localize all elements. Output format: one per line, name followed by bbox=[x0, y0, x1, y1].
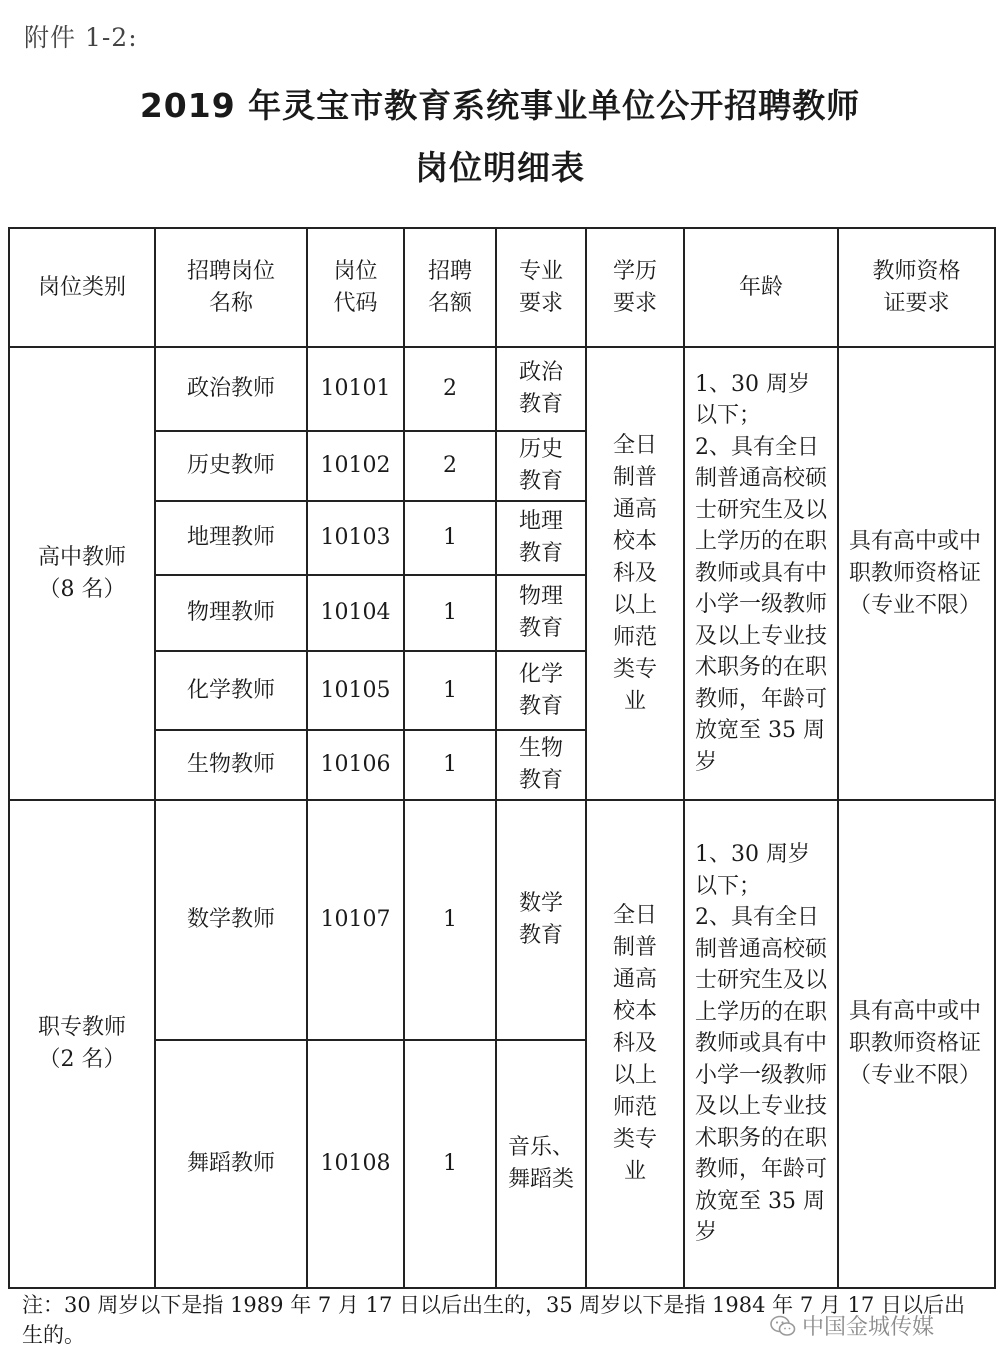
age-cell: 1、30 周岁以下； 2、具有全日制普通高校硕士研究生及以上学历的在职教师或具有中小学一级教师及以上专业技术职务的在职教师，年龄可放宽至 35 周岁 bbox=[684, 800, 838, 1288]
major-cell: 地理教育 bbox=[496, 501, 586, 575]
document-title: 2019 年灵宝市教育系统事业单位公开招聘教师 bbox=[139, 86, 861, 125]
quota-cell: 2 bbox=[404, 431, 496, 501]
position-name-cell: 数学教师 bbox=[155, 800, 307, 1040]
position-name-cell: 舞蹈教师 bbox=[155, 1040, 307, 1288]
education-cell: 全日制普通高校本科及以上师范类专业 bbox=[586, 800, 684, 1288]
position-name-cell: 历史教师 bbox=[155, 431, 307, 501]
wechat-icon bbox=[770, 1315, 796, 1337]
position-name-cell: 地理教师 bbox=[155, 501, 307, 575]
category-cell: 职专教师（2 名） bbox=[9, 800, 155, 1288]
code-cell: 10106 bbox=[307, 730, 404, 800]
quota-cell: 1 bbox=[404, 651, 496, 730]
certificate-cell: 具有高中或中职教师资格证（专业不限） bbox=[838, 347, 995, 800]
position-name-cell: 生物教师 bbox=[155, 730, 307, 800]
major-cell: 生物教育 bbox=[496, 730, 586, 800]
education-cell: 全日制普通高校本科及以上师范类专业 bbox=[586, 347, 684, 800]
category-cell: 高中教师（8 名） bbox=[9, 347, 155, 800]
watermark bbox=[770, 1310, 934, 1341]
position-name-cell: 政治教师 bbox=[155, 347, 307, 431]
major-cell: 物理教育 bbox=[496, 575, 586, 651]
header-position-name: 招聘岗位名称 bbox=[155, 228, 307, 347]
header-code: 岗位代码 bbox=[307, 228, 404, 347]
code-cell: 10107 bbox=[307, 800, 404, 1040]
major-cell: 历史教育 bbox=[496, 431, 586, 501]
watermark-text: 中国金城传媒 bbox=[802, 1315, 935, 1340]
major-cell: 政治教育 bbox=[496, 347, 586, 431]
code-cell: 10105 bbox=[307, 651, 404, 730]
major-cell: 数学教育 bbox=[496, 800, 586, 1040]
header-major: 专业要求 bbox=[496, 228, 586, 347]
code-cell: 10108 bbox=[307, 1040, 404, 1288]
major-cell: 化学教育 bbox=[496, 651, 586, 730]
header-age: 年龄 bbox=[684, 228, 838, 347]
age-cell: 1、30 周岁以下； 2、具有全日制普通高校硕士研究生及以上学历的在职教师或具有中小学一级教师及以上专业技术职务的在职教师，年龄可放宽至 35 周岁 bbox=[684, 347, 838, 800]
code-cell: 10104 bbox=[307, 575, 404, 651]
quota-cell: 2 bbox=[404, 347, 496, 431]
code-cell: 10103 bbox=[307, 501, 404, 575]
header-quota: 招聘名额 bbox=[404, 228, 496, 347]
quota-cell: 1 bbox=[404, 1040, 496, 1288]
certificate-cell: 具有高中或中职教师资格证（专业不限） bbox=[838, 800, 995, 1288]
quota-cell: 1 bbox=[404, 501, 496, 575]
position-name-cell: 化学教师 bbox=[155, 651, 307, 730]
position-name-cell: 物理教师 bbox=[155, 575, 307, 651]
major-cell: 音乐、舞蹈类 bbox=[496, 1040, 586, 1288]
attachment-label: 附件 1-2: bbox=[24, 23, 138, 52]
document-subtitle: 岗位明细表 bbox=[415, 148, 585, 187]
header-education: 学历要求 bbox=[586, 228, 684, 347]
footnote: 注：30 周岁以下是指 1989 年 7 月 17 日以后出生的，35 周岁以下是指 1984 年 7 月 17 日以后出生的。 bbox=[22, 1293, 965, 1347]
table-row bbox=[9, 347, 995, 431]
quota-cell: 1 bbox=[404, 575, 496, 651]
code-cell: 10101 bbox=[307, 347, 404, 431]
table-header-row bbox=[9, 228, 995, 347]
header-category: 岗位类别 bbox=[9, 228, 155, 347]
quota-cell: 1 bbox=[404, 730, 496, 800]
table-row bbox=[9, 800, 995, 1040]
header-certificate: 教师资格证要求 bbox=[838, 228, 995, 347]
positions-table bbox=[8, 227, 996, 1289]
quota-cell: 1 bbox=[404, 800, 496, 1040]
code-cell: 10102 bbox=[307, 431, 404, 501]
